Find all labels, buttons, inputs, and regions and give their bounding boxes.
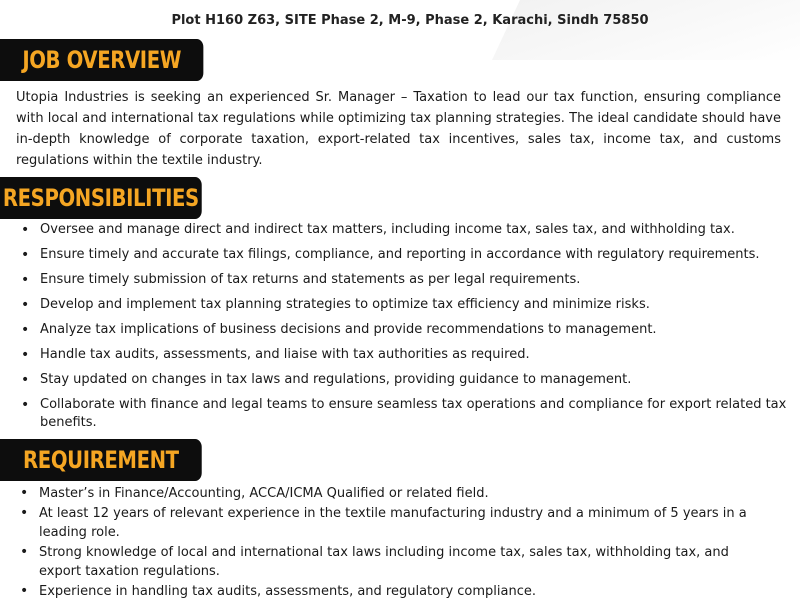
bullet-icon: •: [20, 544, 29, 560]
list-item: [20, 484, 759, 503]
list-item: [20, 543, 759, 581]
responsibilities-heading-text: RESPONSIBILITIES: [2, 184, 199, 212]
list-item-text: Stay updated on changes in tax laws and regulations, providing guidance to management.: [40, 372, 632, 387]
company-address: Plot H160 Z63, SITE Phase 2, M-9, Phase 2, Karachi, Sindh 75850: [171, 13, 649, 28]
bullet-icon: •: [21, 322, 30, 338]
bullet-icon: •: [20, 485, 29, 501]
list-item: [21, 296, 792, 314]
list-item-text: Ensure timely and accurate tax filings, compliance, and reporting in accordance with regulatory requirements.: [40, 247, 760, 262]
list-item: [21, 321, 792, 339]
job-overview-text: Utopia Industries is seeking an experienced Sr. Manager – Taxation to lead our tax function, ensuring compliance with local and international tax regulations while optimizing tax planning strategies. The ideal candidate should have in-depth knowledge of corporate taxation, export-related tax incentives, sales tax, income tax, and customs regulations within the textile industry.: [16, 90, 781, 168]
bullet-icon: •: [21, 247, 30, 263]
list-item: [21, 346, 792, 364]
responsibilities-heading: [0, 177, 202, 219]
bullet-icon: •: [20, 505, 29, 521]
bullet-icon: •: [20, 583, 29, 599]
list-item: [20, 582, 759, 601]
list-item-text: Collaborate with finance and legal teams to ensure seamless tax operations and compliance for export related tax benefits.: [40, 397, 787, 430]
list-item-text: Experience in handling tax audits, assessments, and regulatory compliance.: [39, 584, 537, 599]
list-item-text: Handle tax audits, assessments, and liaise with tax authorities as required.: [40, 347, 530, 362]
bullet-icon: •: [21, 372, 30, 388]
list-item: [21, 396, 792, 432]
list-item-text: Master’s in Finance/Accounting, ACCA/ICMA Qualified or related field.: [39, 486, 489, 501]
bullet-icon: •: [21, 222, 30, 238]
job-overview-heading: [0, 39, 203, 81]
list-item-text: Ensure timely submission of tax returns and statements as per legal requirements.: [40, 272, 581, 287]
bullet-icon: •: [21, 297, 30, 313]
list-item: [21, 221, 792, 239]
list-item-text: Analyze tax implications of business decisions and provide recommendations to management.: [40, 322, 657, 337]
list-item: [20, 504, 759, 542]
bullet-icon: •: [21, 347, 30, 363]
requirement-heading: [0, 439, 202, 481]
bullet-icon: •: [21, 272, 30, 288]
list-item: [21, 246, 792, 264]
list-item-text: Develop and implement tax planning strategies to optimize tax efficiency and minimize risks.: [40, 297, 650, 312]
list-item-text: Oversee and manage direct and indirect tax matters, including income tax, sales tax, and withholding tax.: [40, 222, 735, 237]
bullet-icon: •: [21, 397, 30, 413]
list-item-text: At least 12 years of relevant experience in the textile manufacturing industry and a minimum of 5 years in a leading role.: [39, 506, 747, 540]
responsibilities-list: [21, 221, 792, 439]
list-item-text: Strong knowledge of local and international tax laws including income tax, sales tax, withholding tax, and export taxation regulations.: [39, 545, 729, 579]
job-overview-heading-text: JOB OVERVIEW: [22, 46, 182, 74]
list-item: [21, 371, 792, 389]
requirement-list: [20, 484, 759, 602]
background-decoration: [492, 0, 800, 60]
requirement-heading-text: REQUIREMENT: [23, 446, 179, 474]
list-item: [21, 271, 792, 289]
